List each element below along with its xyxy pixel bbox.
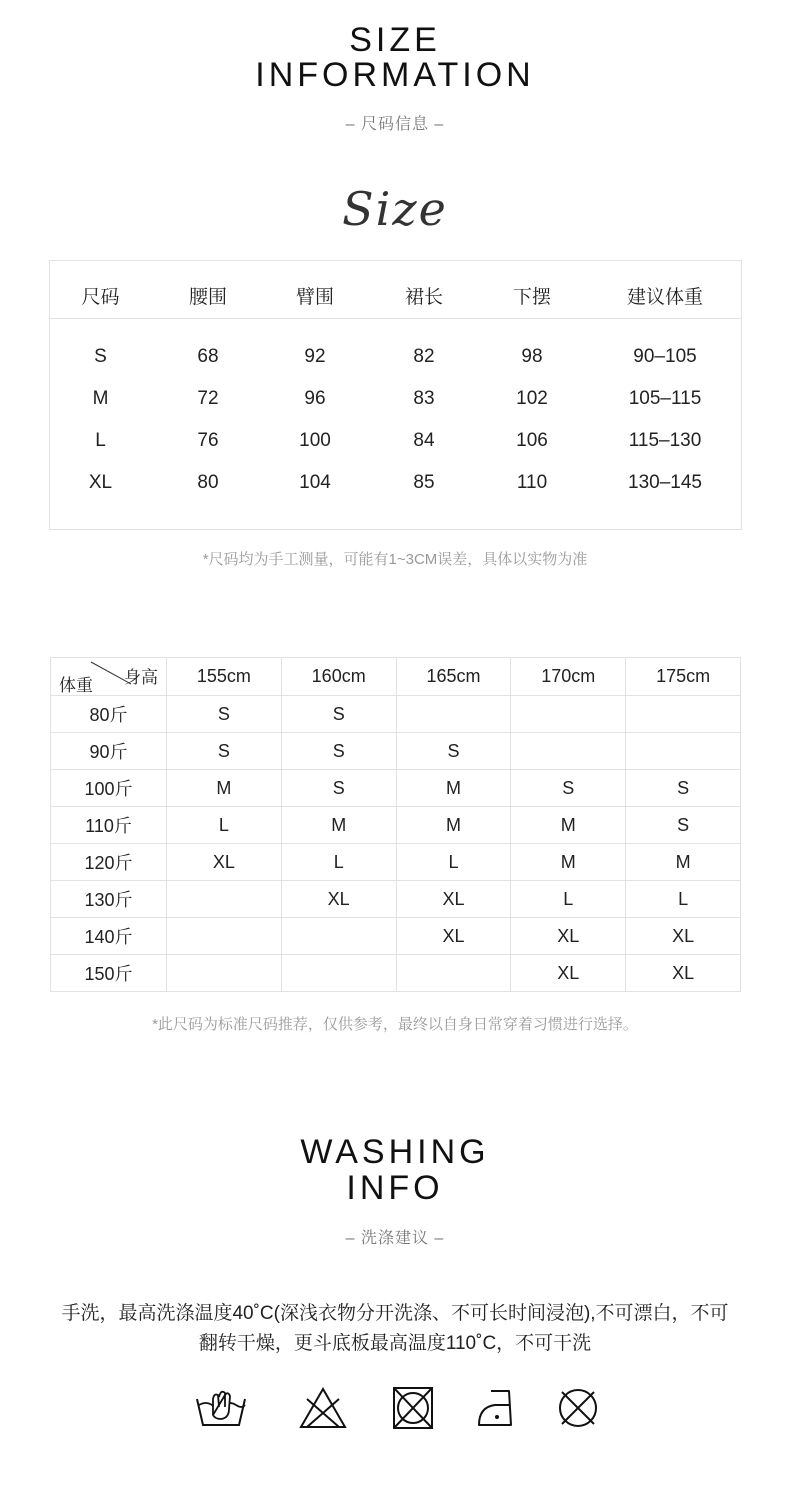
- size-header-cell: 臂围: [295, 287, 334, 308]
- size-info-title-line1: SIZE: [349, 21, 441, 59]
- weight-cell: 90斤: [51, 733, 167, 770]
- size-cell: 98: [521, 346, 543, 367]
- size-cell: 84: [413, 430, 435, 451]
- recommendation-note: *此尺码为标准尺码推荐，仅供参考，最终以自身日常穿着习惯进行选择。: [152, 1016, 638, 1033]
- size-cell: 68: [197, 346, 219, 367]
- rec-cell: S: [281, 770, 396, 807]
- rec-cell: XL: [396, 881, 511, 918]
- size-cell: 92: [304, 346, 326, 367]
- rec-cell: [281, 955, 396, 992]
- rec-cell: XL: [396, 918, 511, 955]
- table-row: [51, 844, 741, 881]
- washing-title-line1: WASHING: [300, 1133, 490, 1171]
- table-row: [51, 733, 741, 770]
- rec-cell: [511, 733, 626, 770]
- height-header: 175cm: [626, 658, 741, 696]
- height-header: 170cm: [511, 658, 626, 696]
- table-row: [51, 770, 741, 807]
- washing-text-line2: 翻转干燥，更斗底板最高温度110˚C，不可干洗: [198, 1333, 592, 1354]
- hand-wash-icon: [193, 1385, 249, 1431]
- size-header-cell: 建议体重: [626, 287, 703, 308]
- weight-cell: 140斤: [51, 918, 167, 955]
- rec-cell: L: [167, 807, 282, 844]
- size-cell: 106: [516, 430, 548, 451]
- size-cell: 80: [197, 472, 219, 493]
- rec-cell: S: [281, 733, 396, 770]
- size-table-note: *尺码均为手工测量，可能有1~3CM误差，具体以实物为准: [202, 551, 588, 568]
- rec-cell: [396, 696, 511, 733]
- rec-cell: [626, 696, 741, 733]
- rec-cell: M: [396, 807, 511, 844]
- size-cell: 100: [299, 430, 331, 451]
- size-header-cell: 腰围: [188, 287, 227, 308]
- height-header: 160cm: [281, 658, 396, 696]
- table-row: [51, 881, 741, 918]
- size-info-title-line2: INFORMATION: [255, 56, 535, 94]
- rec-cell: S: [626, 807, 741, 844]
- size-info-subtitle: – 尺码信息 –: [345, 116, 445, 133]
- size-cell: 130–145: [628, 472, 702, 493]
- size-cell: L: [95, 430, 106, 451]
- rec-cell: [281, 918, 396, 955]
- size-cell: 72: [197, 388, 219, 409]
- rec-cell: M: [626, 844, 741, 881]
- washing-instructions: [40, 1299, 750, 1359]
- size-recommendation-table: [50, 657, 741, 992]
- rec-cell: L: [511, 881, 626, 918]
- size-table: [49, 260, 742, 530]
- size-cell: 110: [516, 472, 548, 493]
- table-row: [51, 955, 741, 992]
- rec-cell: [167, 881, 282, 918]
- no-tumble-dry-icon: [385, 1385, 441, 1431]
- size-cell: 76: [197, 430, 219, 451]
- size-header-cell: 裙长: [404, 287, 443, 308]
- rec-cell: M: [511, 807, 626, 844]
- size-cell: 90–105: [633, 346, 697, 367]
- rec-cell: XL: [626, 918, 741, 955]
- corner-cell: [51, 658, 167, 696]
- rec-cell: XL: [626, 955, 741, 992]
- size-cell: 85: [413, 472, 435, 493]
- table-row: [51, 918, 741, 955]
- size-cell: 102: [516, 388, 548, 409]
- height-header: 165cm: [396, 658, 511, 696]
- rec-cell: [167, 918, 282, 955]
- size-cell: 83: [413, 388, 435, 409]
- rec-cell: M: [511, 844, 626, 881]
- rec-cell: S: [626, 770, 741, 807]
- rec-cell: XL: [511, 955, 626, 992]
- size-cell: 82: [413, 346, 435, 367]
- size-cell: 115–130: [628, 430, 702, 451]
- table-row: [51, 807, 741, 844]
- size-header-cell: 下摆: [512, 287, 551, 308]
- no-dry-clean-icon: [550, 1385, 606, 1431]
- size-cell: 104: [299, 472, 331, 493]
- weight-cell: 120斤: [51, 844, 167, 881]
- rec-cell: S: [281, 696, 396, 733]
- rec-cell: [511, 696, 626, 733]
- rec-cell: M: [281, 807, 396, 844]
- rec-cell: XL: [281, 881, 396, 918]
- size-cell: 96: [304, 388, 326, 409]
- rec-cell: [167, 955, 282, 992]
- rec-cell: M: [396, 770, 511, 807]
- washing-subtitle: – 洗涤建议 –: [345, 1230, 445, 1247]
- iron-icon: [469, 1385, 525, 1431]
- size-cell: XL: [88, 472, 113, 493]
- washing-text-line1: 手洗，最高洗涤温度40˚C(深浅衣物分开洗涤、不可长时间浸泡),不可漂白，不可: [61, 1303, 729, 1324]
- rec-cell: [626, 733, 741, 770]
- rec-cell: XL: [511, 918, 626, 955]
- size-header-cell: 尺码: [81, 287, 120, 308]
- size-cell: S: [94, 346, 107, 367]
- rec-cell: M: [167, 770, 282, 807]
- weight-cell: 80斤: [51, 696, 167, 733]
- size-script-title: Size: [342, 182, 448, 236]
- weight-cell: 130斤: [51, 881, 167, 918]
- no-bleach-icon: [295, 1385, 351, 1431]
- size-cell: M: [92, 388, 109, 409]
- rec-cell: L: [626, 881, 741, 918]
- rec-cell: S: [167, 733, 282, 770]
- washing-title-line2: INFO: [346, 1169, 444, 1207]
- height-header: 155cm: [167, 658, 282, 696]
- rec-cell: S: [511, 770, 626, 807]
- table-row: [51, 696, 741, 733]
- rec-cell: [396, 955, 511, 992]
- corner-weight-label: 体重: [59, 676, 93, 695]
- rec-cell: S: [396, 733, 511, 770]
- size-table-header: [50, 261, 741, 319]
- weight-cell: 100斤: [51, 770, 167, 807]
- corner-height-label: 身高: [124, 668, 158, 687]
- rec-cell: S: [167, 696, 282, 733]
- rec-cell: L: [396, 844, 511, 881]
- rec-cell: L: [281, 844, 396, 881]
- size-cell: 105–115: [628, 388, 702, 409]
- weight-cell: 150斤: [51, 955, 167, 992]
- rec-cell: XL: [167, 844, 282, 881]
- weight-cell: 110斤: [51, 807, 167, 844]
- table-header-row: [51, 658, 741, 696]
